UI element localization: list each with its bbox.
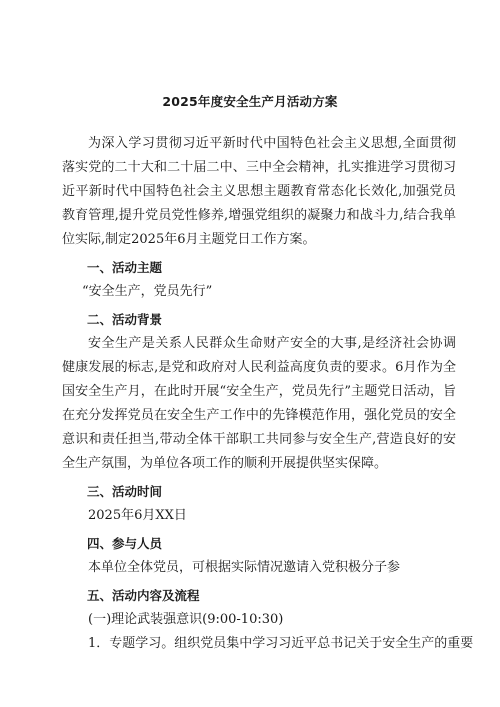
section-heading-content: 五、活动内容及流程 [87, 588, 200, 603]
document-title: 2025年度安全生产月活动方案 [162, 94, 338, 109]
time-text: 2025年6月XX日 [88, 508, 187, 523]
participants-text: 本单位全体党员，可根据实际情况邀请入党积极分子参 [88, 560, 401, 575]
intro-paragraph: 为深入学习贯彻习近平新时代中国特色社会主义思想,全面贯彻落实党的二十大和二十届二中、三中全会精神，扎实推进学习贯彻习近平新时代中国特色社会主义思想主题教育常态化长效化,加强党员教育管理,提升党员党性修养,增强党组织的凝聚力和战斗力,结合我单位实际,制定2025年6月主题党日工作方案。 [62, 136, 456, 247]
section-heading-time: 三、活动时间 [87, 484, 163, 499]
item-study: 1．专题学习。组织党员集中学习习近平总书记关于安全生产的重要 [88, 636, 474, 651]
subsection-theory: (一)理论武装强意识(9:00-10:30) [88, 612, 284, 627]
section-heading-participants: 四、参与人员 [87, 536, 163, 551]
theme-text: “安全生产，党员先行” [82, 284, 213, 299]
background-paragraph: 安全生产是关系人民群众生命财产安全的大事,是经济社会协调健康发展的标志,是党和政府对人民利益高度负责的要求。6月作为全国安全生产月，在此时开展“安全生产，党员先行”主题党日活动，旨在充分发挥党员在安全生产工作中的先锋模范作用，强化党员的安全意识和责任担当,带动全体干部职工共同参与安全生产,营造良好的安全生产氛围，为单位各项工作的顺利开展提供坚实保障。 [62, 336, 456, 471]
section-heading-theme: 一、活动主题 [87, 260, 163, 275]
section-heading-background: 二、活动背景 [87, 312, 163, 327]
document-body [62, 132, 474, 656]
